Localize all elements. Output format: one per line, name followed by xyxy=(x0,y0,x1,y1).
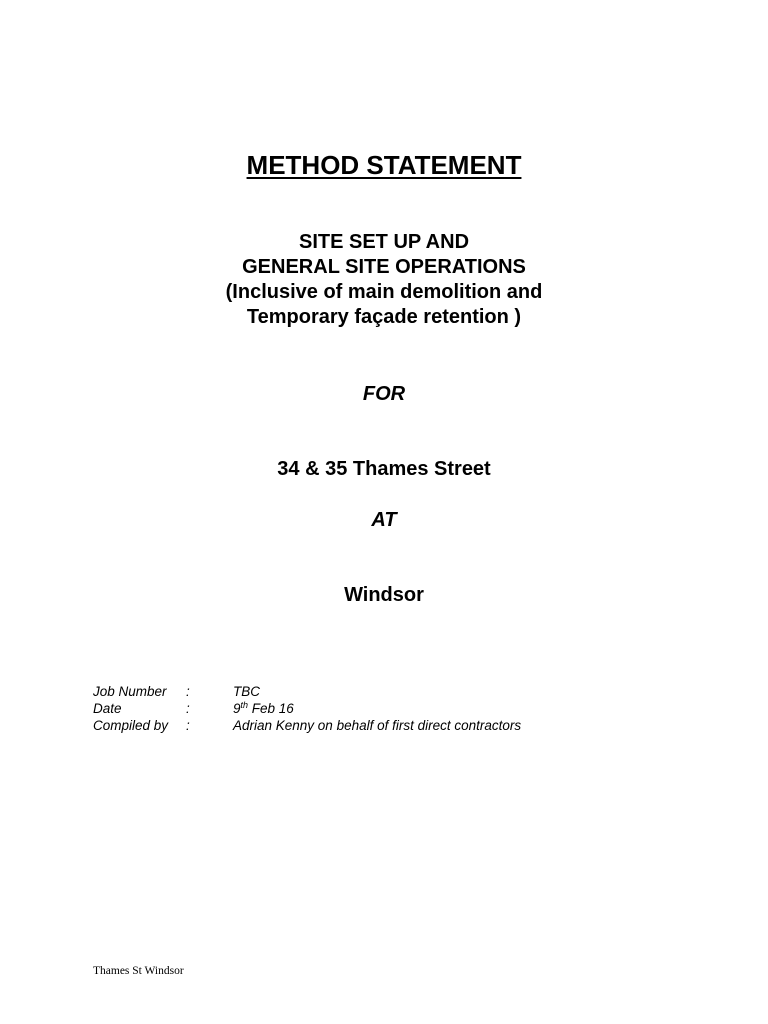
page-footer: Thames St Windsor xyxy=(93,965,184,977)
date-value xyxy=(233,700,294,717)
document-subtitle xyxy=(0,230,768,330)
date-label: Date xyxy=(93,701,122,716)
job-number-label: Job Number xyxy=(93,684,167,699)
document-title: METHOD STATEMENT xyxy=(246,150,522,180)
subtitle-line: GENERAL SITE OPERATIONS xyxy=(242,256,526,278)
subtitle-line: SITE SET UP AND xyxy=(298,231,470,253)
compiled-by-value: Adrian Kenny on behalf of first direct contractors xyxy=(233,718,522,733)
for-label: FOR xyxy=(362,383,406,405)
date-day-suffix: th xyxy=(240,700,249,710)
separator: : xyxy=(186,718,190,733)
job-number-value: TBC xyxy=(233,684,260,699)
at-label: AT xyxy=(371,509,397,531)
subtitle-line: (Inclusive of main demolition and xyxy=(225,281,543,303)
date-month-year: Feb 16 xyxy=(248,701,294,716)
site-address: 34 & 35 Thames Street xyxy=(277,458,491,480)
separator: : xyxy=(186,701,190,716)
separator: : xyxy=(186,684,190,699)
subtitle-line: Temporary façade retention ) xyxy=(246,306,522,328)
compiled-by-label: Compiled by xyxy=(93,718,169,733)
date-day: 9 xyxy=(233,701,241,716)
site-town: Windsor xyxy=(344,584,424,606)
